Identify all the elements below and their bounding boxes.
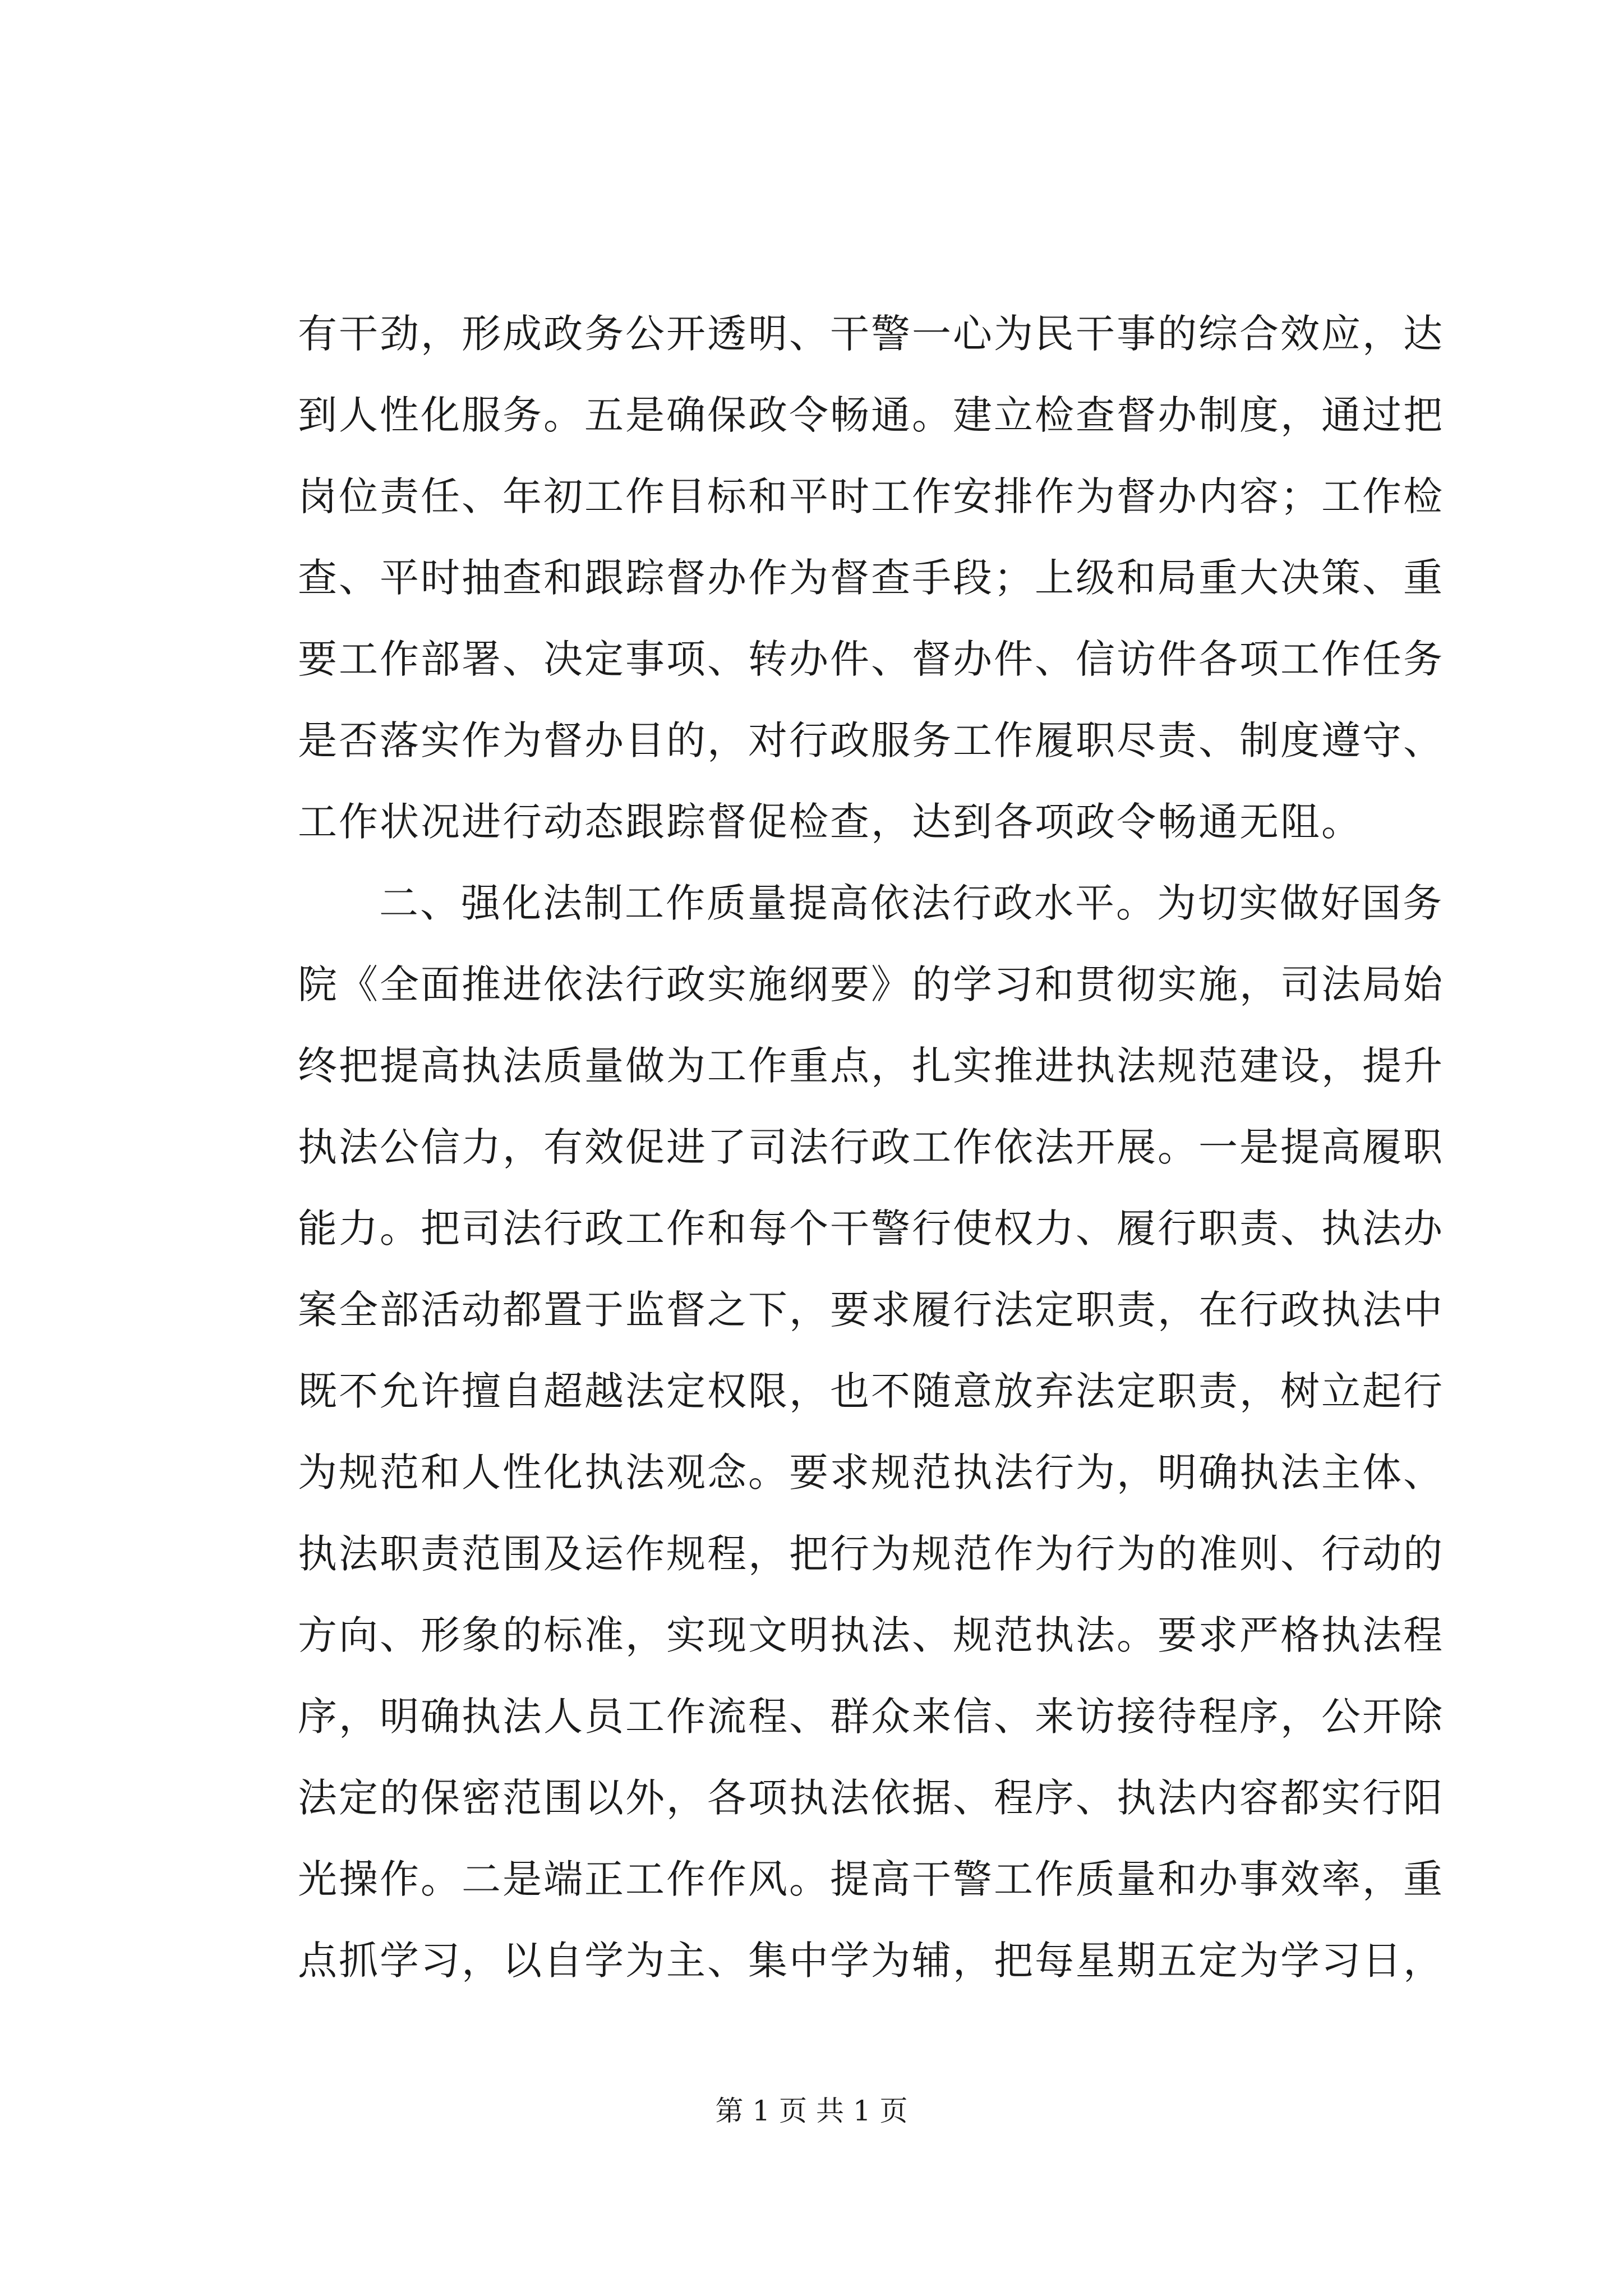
text-line: 能力。把司法行政工作和每个干警行使权力、履行职责、执法办 (298, 1205, 1444, 1251)
text-line: 执法职责范围及运作规程，把行为规范作为行为的准则、行动的 (298, 1531, 1444, 1577)
body-text (298, 293, 1444, 2001)
text-line: 案全部活动都置于监督之下，要求履行法定职责，在行政执法中 (298, 1287, 1444, 1333)
text-line: 到人性化服务。五是确保政令畅通。建立检查督办制度，通过把 (298, 392, 1444, 438)
text-line: 查、平时抽查和跟踪督办作为督查手段；上级和局重大决策、重 (298, 555, 1444, 601)
text-line: 执法公信力，有效促进了司法行政工作依法开展。一是提高履职 (298, 1124, 1444, 1170)
text-line: 要工作部署、决定事项、转办件、督办件、信访件各项工作任务 (298, 636, 1444, 682)
page-number-footer: 第 1 页 共 1 页 (715, 2095, 908, 2127)
text-line: 终把提高执法质量做为工作重点，扎实推进执法规范建设，提升 (298, 1043, 1444, 1089)
text-line: 工作状况进行动态跟踪督促检查，达到各项政令畅通无阻。 (298, 799, 1362, 845)
text-line: 点抓学习，以自学为主、集中学为辅，把每星期五定为学习日， (298, 1938, 1444, 1984)
text-line: 有干劲，形成政务公开透明、干警一心为民干事的综合效应，达 (298, 311, 1444, 357)
text-line: 为规范和人性化执法观念。要求规范执法行为，明确执法主体、 (298, 1450, 1444, 1496)
text-line: 既不允许擅自超越法定权限，也不随意放弃法定职责，树立起行 (298, 1368, 1444, 1414)
text-line: 院《全面推进依法行政实施纲要》的学习和贯彻实施，司法局始 (298, 961, 1444, 1007)
text-line: 岗位责任、年初工作目标和平时工作安排作为督办内容；工作检 (298, 473, 1444, 519)
text-line: 方向、形象的标准，实现文明执法、规范执法。要求严格执法程 (298, 1612, 1444, 1658)
paragraph-start-line: 二、强化法制工作质量提高依法行政水平。为切实做好国务 (379, 880, 1444, 926)
text-line: 是否落实作为督办目的，对行政服务工作履职尽责、制度遵守、 (298, 717, 1444, 763)
text-line: 序，明确执法人员工作流程、群众来信、来访接待程序，公开除 (298, 1694, 1444, 1740)
text-line: 光操作。二是端正工作作风。提高干警工作质量和办事效率，重 (298, 1856, 1444, 1902)
text-line: 法定的保密范围以外，各项执法依据、程序、执法内容都实行阳 (298, 1775, 1444, 1821)
